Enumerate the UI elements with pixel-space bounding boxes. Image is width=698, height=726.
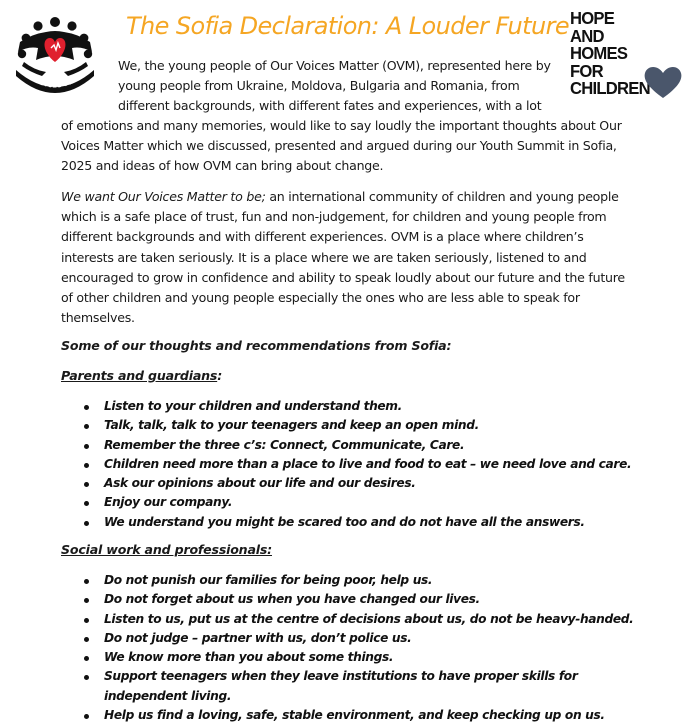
parents-section-heading: Parents and guardians: [61,368,223,383]
list-item: Children need more than a place to live and food to eat – we need love and care. [104,455,644,474]
list-item: Listen to your children and understand them. [104,397,644,416]
partner-logo-wordmark: HOPE AND HOMES FOR CHILDREN [570,8,650,98]
heart-icon [643,64,683,100]
list-item: Do not forget about us when you have changed our lives. [104,590,644,609]
our-voices-matter-logo [12,12,98,98]
list-item: We know more than you about some things. [104,648,644,667]
social-work-recommendation-list [104,571,644,725]
intro-paragraph-start: We, the young people of Our Voices Matter (OVM), represented here by young people from Ukraine, Moldova, Bulgaria and Romania, from different backgrounds, with different fates and experiences, with a lot [118,58,551,114]
list-item: Listen to us, put us at the centre of decisions about us, do not be heavy-handed. [104,610,644,629]
list-item: Support teenagers when they leave institutions to have proper skills for independent living. [104,667,644,706]
recommendations-heading: Some of our thoughts and recommendations from Sofia: [61,338,452,353]
list-item: Help us find a loving, safe, stable environment, and keep checking up on us. [104,706,644,725]
list-item: Do not judge – partner with us, don’t police us. [104,629,644,648]
list-item: Ask our opinions about our life and our desires. [104,474,644,493]
page-title: The Sofia Declaration: A Louder Future [126,12,570,40]
list-item: Talk, talk, talk to your teenagers and keep an open mind. [104,416,644,435]
intro-paragraph-continued: of emotions and many memories, would like to say loudly the important thoughts about Our Voices Matter which we discussed, presented and argued during our Youth Summit in Sofia, 2025 and ideas of how OVM can bring about change. [61,118,622,174]
hope-and-homes-for-children-logo [570,10,688,100]
list-item: Remember the three c’s: Connect, Communicate, Care. [104,436,644,455]
ovm-logo-text: UR VOICES MATTE [20,67,90,90]
vision-lead: We want Our Voices Matter to be; [61,189,266,204]
list-item: Do not punish our families for being poor, help us. [104,571,644,590]
list-item: We understand you might be scared too and do not have all the answers. [104,513,644,532]
vision-paragraph [61,187,636,328]
list-item: Enjoy our company. [104,493,644,512]
parents-recommendation-list [104,397,644,532]
vision-text: an international community of children and young people which is a safe place of trust, fun and non-judgement, for children and young people from different backgrounds and with different experiences. OVM is a place where children’s interests are taken seriously. It is a place where we are taken seriously, listened to and encouraged to grow in confidence and ability to speak loudly about our future and the future of other children and young people especially the ones who are less able to speak for themselves. [61,189,625,326]
social-work-section-heading: Social work and professionals: [61,542,272,557]
